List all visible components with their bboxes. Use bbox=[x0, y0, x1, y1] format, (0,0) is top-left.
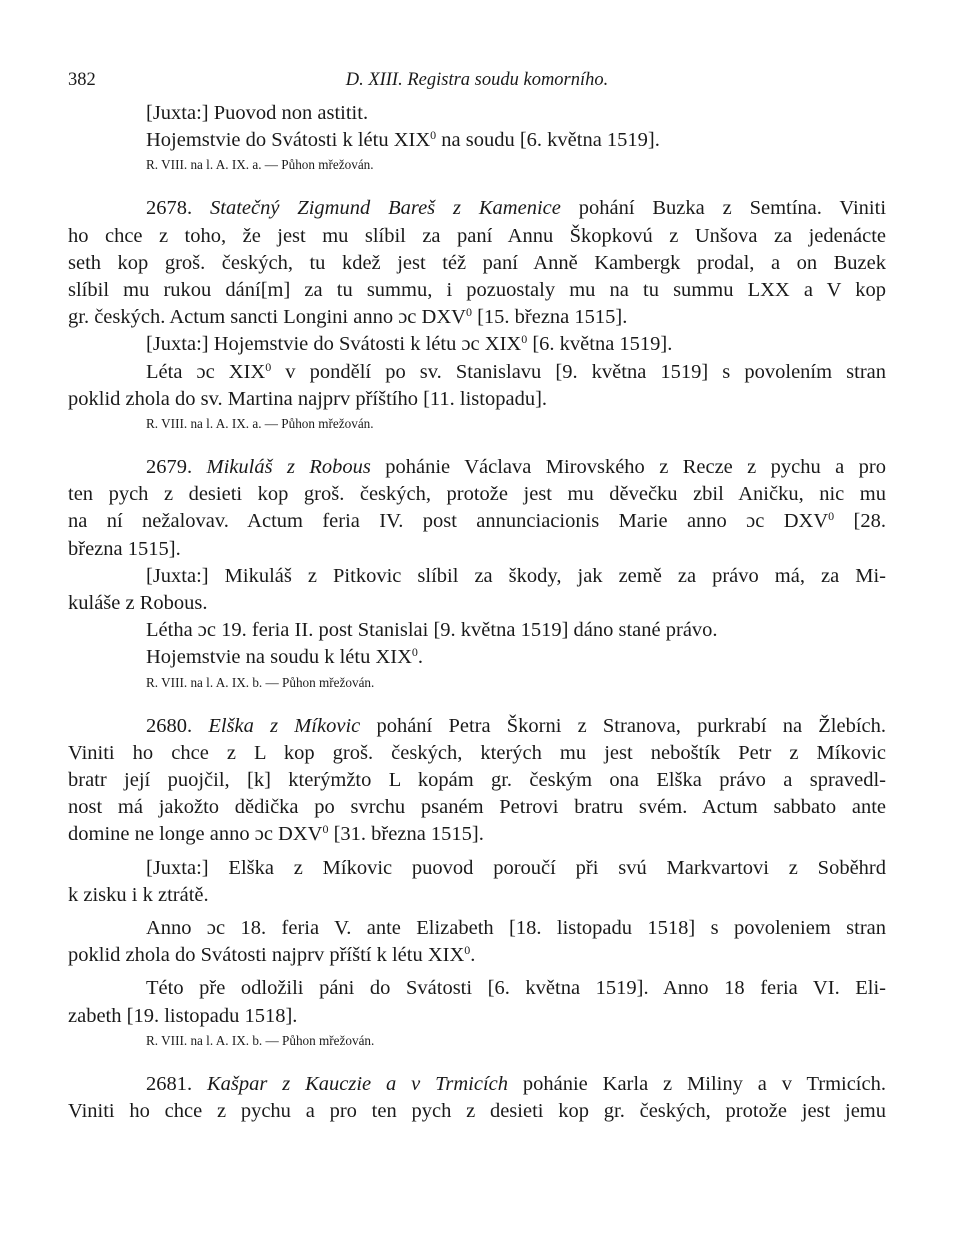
text-line: ho chce z toho, že jest mu slíbil za paní Annu Škopkovú z Unšova za jedenácte bbox=[68, 224, 886, 247]
text-line: poklid zhola do sv. Martina najprv příštího [11. listopadu]. bbox=[68, 387, 548, 410]
text-line: Viniti ho chce z L kop groš. českých, kterých mu jest neboštík Petr z Míkovic bbox=[68, 741, 886, 764]
text-line: [Juxta:] Mikuláš z Pitkovic slíbil za škody, jak země za právo má, za Mi- bbox=[146, 564, 886, 587]
text-line: pohání Petra Škorni z Stranova, purkrabí na Žlebích. bbox=[376, 714, 887, 737]
text-line: Létha ɔc 19. feria II. post Stanislai [9. května 1519] dáno stané právo. bbox=[146, 619, 718, 642]
running-title: D. XIII. Registra soudu komorního. bbox=[345, 70, 609, 90]
source-note: R. VIII. na l. A. IX. b. — Půhon mřežován. bbox=[146, 674, 375, 690]
entry-name: Kašpar z Kauczie a v Trmicích bbox=[207, 1072, 509, 1095]
text-line: zabeth [19. listopadu 1518]. bbox=[68, 1004, 298, 1027]
entry-number: 2681. bbox=[146, 1072, 193, 1095]
text-line: Hojemstvie na soudu k létu XIX$^0$. bbox=[146, 645, 424, 669]
text-line: bratr její puojčil, [k] kterýmžto L kopám gr. českým ona Elška právo a spravedl- bbox=[68, 769, 886, 792]
text-line: Hojemstvie do Svátosti k létu XIX$^0$ na soudu [6. května 1519]. bbox=[146, 128, 660, 152]
text-line: na ní nežalovav. Actum feria IV. post annunciacionis Marie anno ɔc DXV$^0$ [28. bbox=[68, 509, 886, 533]
entry-number: 2678. bbox=[146, 197, 193, 220]
entry-name: Mikuláš z Robous bbox=[206, 456, 371, 479]
entry-name: Elška z Míkovic bbox=[208, 714, 361, 737]
text-line: Léta ɔc XIX$^0$ v pondělí po sv. Stanislavu [9. května 1519] s povolením stran bbox=[146, 359, 886, 383]
text-line: nost má jakožto dědička po svrchu psaném Petrovi bratru svém. Actum sabbato ante bbox=[68, 796, 886, 819]
text-line: slíbil mu rukou dání[m] za tu summu, i pozuostaly mu na tu summu LXX a V kop bbox=[68, 279, 886, 302]
text-line: gr. českých. Actum sancti Longini anno ɔc DXV$^0$ [15. března 1515]. bbox=[68, 305, 628, 329]
text-line: k zisku i k ztrátě. bbox=[68, 883, 209, 906]
source-note: R. VIII. na l. A. IX. a. — Půhon mřežován. bbox=[146, 416, 374, 432]
entry-first-line bbox=[68, 195, 886, 222]
text-line: kuláše z Robous. bbox=[68, 592, 208, 615]
entry-first-line bbox=[68, 1071, 886, 1098]
entry-number: 2680. bbox=[146, 714, 193, 737]
text-line: seth kop groš. českých, tu kdež jest též paní Anně Kambergk prodal, a on Buzek bbox=[68, 251, 886, 274]
source-note: R. VIII. na l. A. IX. a. — Půhon mřežován. bbox=[146, 157, 374, 173]
text-line: [Juxta:] Elška z Míkovic puovod poroučí při svú Markvartovi z Soběhrd bbox=[146, 856, 886, 879]
text-line: ten pych z desieti kop groš. českých, protože jest mu děvečku zbil Aničku, nic mu bbox=[68, 483, 886, 506]
page bbox=[68, 70, 886, 1245]
text-line: pohání Buzka z Semtína. Viniti bbox=[578, 197, 887, 220]
text-line: poklid zhola do Svátosti najprv příští k létu XIX$^0$. bbox=[68, 943, 476, 967]
text-line: pohánie Václava Mirovského z Recze z pychu a pro bbox=[385, 456, 886, 479]
text-line: března 1515]. bbox=[68, 537, 181, 560]
text-line: Této pře odložili páni do Svátosti [6. května 1519]. Anno 18 feria VI. Eli- bbox=[146, 977, 886, 1000]
text-line: [Juxta:] Hojemstvie do Svátosti k létu ɔc XIX$^0$ [6. května 1519]. bbox=[146, 332, 673, 356]
text-line: [Juxta:] Puovod non astitit. bbox=[146, 102, 369, 124]
text-line: domine ne longe anno ɔc DXV$^0$ [31. března 1515]. bbox=[68, 822, 484, 846]
page-header bbox=[68, 70, 886, 100]
text-line: Anno ɔc 18. feria V. ante Elizabeth [18. listopadu 1518] s povoleniem stran bbox=[146, 917, 886, 940]
entry-name: Statečný Zigmund Bareš z Kamenice bbox=[210, 197, 561, 220]
source-note: R. VIII. na l. A. IX. b. — Půhon mřežován. bbox=[146, 1032, 375, 1048]
entry-first-line bbox=[68, 454, 886, 481]
entry-first-line bbox=[68, 713, 886, 740]
page-number: 382 bbox=[68, 70, 96, 90]
entry-number: 2679. bbox=[146, 456, 193, 479]
text-line: Viniti ho chce z pychu a pro ten pych z desieti kop gr. českých, protože jest jemu bbox=[68, 1100, 886, 1123]
text-line: pohánie Karla z Miliny a v Trmicích. bbox=[522, 1072, 886, 1095]
